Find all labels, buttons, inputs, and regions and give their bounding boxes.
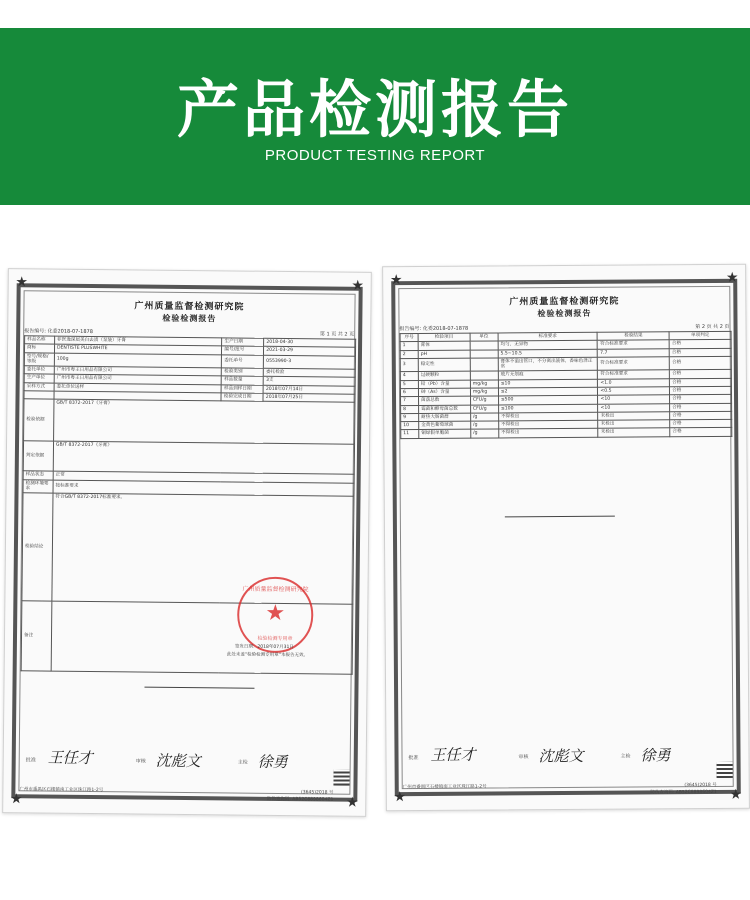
approve-label: 批准 bbox=[408, 755, 419, 762]
verify-code: 防伪查询码: AB52C8898604Z1 bbox=[650, 789, 717, 796]
table-cell: 稳定性 bbox=[418, 358, 470, 372]
approve-label: 批准 bbox=[25, 757, 36, 764]
table-cell: /g bbox=[471, 421, 499, 429]
table-cell: 合格 bbox=[669, 340, 731, 349]
table-cell: 型号/规格/等级 bbox=[24, 352, 54, 366]
table-cell: 霉菌和酵母菌总数 bbox=[419, 405, 471, 414]
table-cell: 检验完成日期 bbox=[221, 393, 263, 402]
official-seal bbox=[234, 577, 314, 654]
seal-subtext: 检验检测专用章 bbox=[257, 635, 293, 643]
table-cell: 委托单位送样 bbox=[54, 383, 222, 393]
column-header: 单位 bbox=[470, 333, 498, 341]
table-cell: <0.5 bbox=[598, 387, 670, 396]
signature-row bbox=[26, 746, 344, 775]
column-header: 标准要求 bbox=[498, 332, 598, 341]
approve-signature: 王任才 bbox=[430, 745, 476, 764]
table-cell: 合格 bbox=[670, 370, 732, 379]
report-page-1 bbox=[2, 268, 372, 817]
inspect-label: 主检 bbox=[620, 753, 631, 760]
table-cell: 广州市粤王日用品有限公司 bbox=[54, 366, 222, 376]
table-cell: 11 bbox=[401, 430, 419, 438]
banner-top-strip bbox=[0, 0, 750, 28]
table-cell: 1 bbox=[400, 342, 418, 350]
table-cell bbox=[470, 350, 498, 358]
table-cell: /g bbox=[470, 413, 498, 421]
table-row bbox=[23, 441, 354, 474]
table-cell: 生产单位 bbox=[24, 374, 54, 383]
table-cell: 2 bbox=[400, 350, 418, 358]
table-cell: 广州市粤王日用品有限公司 bbox=[54, 375, 222, 385]
table-cell: 不得检出 bbox=[498, 420, 598, 429]
table-cell: 2021-03-29 bbox=[264, 347, 356, 356]
table-cell: 玻片无划痕 bbox=[498, 371, 598, 380]
table-cell: 7 bbox=[401, 397, 419, 405]
table-cell: 委托单号 bbox=[222, 354, 264, 368]
issue-date: 签发日期：2018年07月31日 bbox=[234, 644, 294, 651]
table-cell: 样品到样日期 bbox=[221, 385, 263, 394]
table-cell: 合格 bbox=[669, 356, 731, 370]
table-cell bbox=[470, 358, 498, 372]
table-cell: 合格 bbox=[670, 403, 732, 412]
table-cell: 0553990-3 bbox=[264, 355, 356, 370]
table-cell: 委托单位 bbox=[24, 366, 54, 375]
report-page-2 bbox=[382, 264, 750, 812]
table-cell: 5.5~10.5 bbox=[498, 349, 598, 358]
star-corner-icon: ★ bbox=[9, 791, 23, 808]
contact: (3645)2018 号 bbox=[684, 782, 717, 789]
table-cell: 耐热大肠菌群 bbox=[419, 413, 471, 422]
review-label: 审核 bbox=[135, 758, 146, 765]
report-number: 报告编号: 化委2018-07-1878 bbox=[24, 328, 93, 336]
table-cell: 合格 bbox=[670, 428, 732, 437]
star-corner-icon: ★ bbox=[729, 786, 743, 803]
table-cell bbox=[24, 391, 54, 400]
report-footer bbox=[402, 782, 733, 796]
table-cell bbox=[470, 371, 498, 379]
table-cell: 9 bbox=[401, 413, 419, 421]
table-cell: 3支 bbox=[263, 377, 355, 386]
table-cell: 膏体不溢出管口，不分离出液体，香味色泽正常 bbox=[498, 357, 598, 371]
table-cell: 膏体 bbox=[418, 341, 470, 350]
table-cell: 检验类别 bbox=[222, 368, 264, 377]
table-cell: 铜绿假单胞菌 bbox=[419, 430, 471, 439]
column-header: 序号 bbox=[400, 334, 418, 342]
table-cell: ≤10 bbox=[498, 379, 598, 388]
table-cell: 砷（As）含量 bbox=[418, 388, 470, 397]
conclusion-label: 检验结论 bbox=[22, 493, 53, 601]
table-cell: 未检出 bbox=[598, 428, 670, 437]
signature-row bbox=[408, 742, 726, 770]
table-cell: 菌落总数 bbox=[418, 396, 470, 405]
table-cell: /g bbox=[471, 429, 499, 437]
basis-value: GB/T 8372-2017《牙膏》 bbox=[53, 399, 355, 444]
table-cell: 合格 bbox=[670, 395, 732, 404]
table-cell: 100g bbox=[54, 353, 222, 368]
table-cell: 6 bbox=[400, 388, 418, 396]
report-number: 报告编号: 化委2018-07-1878 bbox=[399, 325, 469, 333]
basis-label: 检验依据 bbox=[24, 399, 54, 441]
table-cell: 10 bbox=[401, 422, 419, 430]
report-title: 检验检测报告 bbox=[537, 307, 592, 319]
table-cell: 2018年07月14日 bbox=[263, 385, 355, 394]
judge-label: 判定依据 bbox=[23, 441, 53, 471]
table-cell: CFU/g bbox=[470, 405, 498, 413]
star-corner-icon: ★ bbox=[393, 789, 407, 806]
seal-text: 广州质量监督检测研究院 bbox=[242, 585, 309, 594]
approve-signature: 王任才 bbox=[47, 748, 93, 768]
inspect-signature: 徐勇 bbox=[640, 746, 671, 765]
conclusion-value: 符合GB/T 8372-2017标准要求。 bbox=[55, 494, 126, 501]
qr-code-icon bbox=[717, 762, 733, 778]
table-cell: 采样方式 bbox=[24, 382, 54, 391]
table-cell: 编号/批号 bbox=[222, 346, 264, 355]
table-cell: 符合标准要求 bbox=[598, 370, 670, 379]
table-cell: <1.0 bbox=[598, 378, 670, 387]
column-header: 单项判定 bbox=[669, 331, 731, 340]
table-cell: 2018年07月25日 bbox=[263, 393, 355, 402]
table-cell: DENTISTE PLUSWHITE bbox=[54, 344, 222, 354]
page-indicator: 第 2 页 共 2 页 bbox=[695, 323, 730, 331]
inspect-signature: 徐勇 bbox=[257, 752, 288, 772]
test-results-table bbox=[400, 331, 733, 439]
verify-code: 防伪查询码: AB52C8898604Z1 bbox=[266, 796, 334, 803]
table-cell: 符合标准要求 bbox=[598, 357, 670, 371]
star-corner-icon: ★ bbox=[725, 269, 739, 286]
report-title: 检验检测报告 bbox=[162, 312, 217, 324]
table-cell: 金黄色葡萄球菌 bbox=[419, 421, 471, 430]
contact: (3645)2018 号 bbox=[301, 790, 334, 796]
address: 广州市番禺区石楼镇南工业区珠江路1-2号 bbox=[402, 784, 487, 791]
table-cell: 合格 bbox=[670, 411, 732, 420]
inspect-label: 主检 bbox=[237, 759, 248, 766]
page-title: 产品检测报告 bbox=[176, 73, 573, 146]
sample-value: 正常 bbox=[53, 471, 354, 482]
table-cell: 委托检验 bbox=[263, 368, 355, 377]
table-cell: 样品数量 bbox=[222, 376, 264, 385]
star-corner-icon: ★ bbox=[345, 794, 359, 811]
table-cell: 合格 bbox=[670, 386, 732, 395]
table-row bbox=[401, 428, 732, 439]
table-cell: 合格 bbox=[670, 378, 732, 387]
table-cell: 4 bbox=[400, 372, 418, 380]
page-subtitle: PRODUCT TESTING REPORT bbox=[264, 147, 486, 164]
address: 广州市番禺区石楼镇南工业区珠江路1-2号 bbox=[19, 787, 104, 794]
header-banner bbox=[0, 0, 750, 205]
star-corner-icon: ★ bbox=[15, 274, 29, 291]
table-cell: mg/kg bbox=[470, 388, 498, 396]
remarks-label: 备注 bbox=[21, 601, 52, 671]
table-cell: ≤2 bbox=[498, 387, 598, 396]
star-corner-icon: ★ bbox=[389, 272, 403, 289]
table-cell: pH bbox=[418, 350, 470, 359]
table-cell: 不得检出 bbox=[498, 412, 598, 421]
table-cell: 3 bbox=[400, 358, 418, 372]
env-label: 检测环境要求 bbox=[23, 479, 53, 493]
table-cell: <10 bbox=[598, 395, 670, 404]
table-cell: 符合标准要求 bbox=[598, 340, 670, 349]
table-cell: ≤500 bbox=[498, 396, 598, 405]
table-row bbox=[24, 399, 355, 444]
page-indicator: 第 1 页 共 2 页 bbox=[319, 331, 355, 338]
table-cell: 商标 bbox=[24, 344, 54, 353]
table-cell: 生产日期 bbox=[222, 338, 264, 347]
column-header: 检验项目 bbox=[418, 333, 470, 342]
env-value: 按标准要求 bbox=[53, 480, 354, 497]
table-cell: 样品名称 bbox=[25, 336, 55, 345]
table-cell: mg/kg bbox=[470, 380, 498, 388]
review-signature: 沈彪文 bbox=[155, 751, 201, 771]
table-cell: 不得检出 bbox=[499, 429, 599, 438]
review-signature: 沈彪文 bbox=[538, 746, 584, 766]
column-header: 检验结果 bbox=[598, 332, 670, 341]
table-cell: 5 bbox=[400, 380, 418, 388]
table-cell: 2018-04-30 bbox=[264, 338, 356, 347]
table-cell: 铅（Pb）含量 bbox=[418, 380, 470, 389]
table-cell: <10 bbox=[598, 403, 670, 412]
table-cell: ≤100 bbox=[498, 404, 598, 413]
institute-name: 广州质量监督检测研究院 bbox=[509, 296, 620, 308]
judge-value: GB/T 8372-2017《牙膏》 bbox=[53, 441, 354, 474]
table-cell bbox=[470, 341, 498, 349]
table-cell: 7.7 bbox=[598, 348, 670, 357]
star-corner-icon: ★ bbox=[351, 277, 365, 294]
seal-star-icon: ★ bbox=[265, 600, 286, 627]
table-cell: CFU/g bbox=[470, 396, 498, 404]
institute-name: 广州质量监督检测研究院 bbox=[134, 301, 245, 313]
table-cell: 菲医逸深层美白去渍（泵装）牙膏 bbox=[54, 336, 222, 346]
issue-note: 此处未盖“检验检测专用章”本报告无效。 bbox=[226, 652, 309, 659]
table-cell: 过硬颗粒 bbox=[418, 372, 470, 381]
qr-code-icon bbox=[333, 770, 349, 786]
table-cell: 未检出 bbox=[598, 420, 670, 429]
table-cell: 均匀、无异物 bbox=[498, 341, 598, 350]
table-cell: 合格 bbox=[670, 419, 732, 428]
sample-label: 样品状态 bbox=[23, 471, 53, 480]
table-cell: 合格 bbox=[669, 348, 731, 357]
table-cell: 8 bbox=[401, 405, 419, 413]
table-cell: 未检出 bbox=[598, 412, 670, 421]
review-label: 审核 bbox=[518, 754, 529, 761]
